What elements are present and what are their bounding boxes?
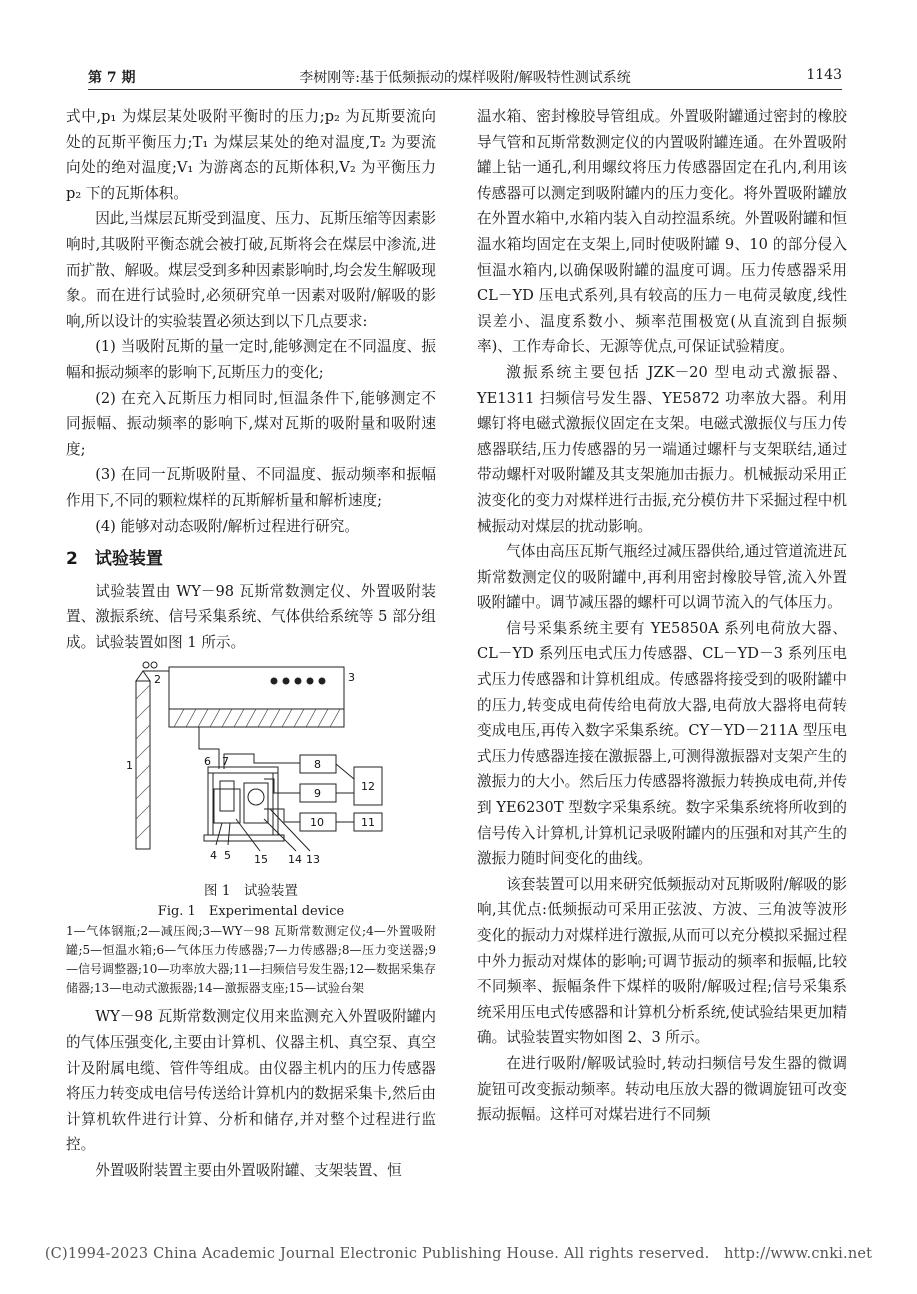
page-number: 1143	[806, 67, 842, 83]
fig-label: 6	[204, 755, 211, 769]
paragraph: 激振系统主要包括 JZK－20 型电动式激振器、YE1311 扫频信号发生器、YE5872 功率放大器。利用螺钉将电磁式激振仪固定在支架。电磁式激振仪与压力传感器联结,压力传感器的另一端通过螺杆与支架联结,通过带动螺杆对吸附罐及其支架施加击振力。机械振动采用正波变化的变力对煤样进行击振,充分模仿井下采掘过程中机械振动对煤层的扰动影响。	[477, 363, 847, 535]
paragraph: 外置吸附装置主要由外置吸附罐、支架装置、恒	[95, 1162, 402, 1180]
leader	[216, 823, 222, 845]
fig-label: 4	[210, 849, 217, 863]
requirement-item: (1) 当吸附瓦斯的量一定时,能够测定在不同温度、振幅和振动频率的影响下,瓦斯压力的变化;	[66, 338, 436, 381]
water-bath	[214, 789, 240, 823]
fig-label: 8	[314, 758, 321, 772]
gas-cylinder	[136, 681, 150, 849]
fig-label: 2	[154, 673, 161, 687]
stand-leg	[208, 773, 213, 835]
shaker-coil	[248, 789, 264, 805]
instrument-dials	[271, 678, 325, 684]
copyright-footer: (C)1994-2023 China Academic Journal Electronic Publishing House. All rights reserved. http://www.cnki.net	[44, 1246, 873, 1262]
header-rule	[88, 89, 842, 90]
instrument-base	[169, 709, 344, 727]
fig-label: 10	[310, 816, 324, 830]
valve-knob	[151, 662, 157, 668]
paragraph: WY－98 瓦斯常数测定仪用来监测充入外置吸附罐内的气体压强变化,主要由计算机、仪器主机、真空泵、真空计及附属电缆、管件等组成。由仪器主机内的压力传感器将压力转变成电信号传送给计算机内的数据采集卡,然后由计算机软件进行计算、分析和储存,并对整个过程进行监控。	[66, 1008, 436, 1154]
paragraph: 气体由高压瓦斯气瓶经过减压器供给,通过管道流进瓦斯常数测定仪的吸附罐中,再利用密封橡胶导管,流入外置吸附罐中。调节减压器的螺杆可以调节流入的气体压力。	[477, 543, 847, 612]
figure-1	[66, 655, 436, 880]
paragraph: 温水箱、密封橡胶导管组成。外置吸附罐通过密封的橡胶导气管和瓦斯常数测定仪的内置吸附罐连通。在外置吸附罐上钻一通孔,利用螺纹将压力传感器固定在孔内,利用该传感器可以测定到吸附罐内的压力变化。将外置吸附罐放在外置水箱中,水箱内装入自动控温系统。外置吸附罐和恒温水箱均固定在支架上,同时使吸附罐 9、10 的部分侵入恒温水箱内,以确保吸附罐的温度可调。压力传感器采用 CL－YD 压电式系列,具有较高的压力－电荷灵敏度,线性误差小、温度系数小、频率范围极宽(从直流到自振频率)、工作寿命长、无源等优点,可保证试验精度。	[477, 108, 847, 356]
running-title: 李树刚等:基于低频振动的煤样吸附/解吸特性测试系统	[299, 70, 631, 86]
paragraph: 在进行吸附/解吸试验时,转动扫频信号发生器的微调旋钮可改变振动频率。转动电压放大器的微调旋钮可改变振动振幅。这样可对煤岩进行不同频	[477, 1054, 847, 1124]
cylinder-top	[136, 671, 150, 681]
cable	[336, 764, 354, 779]
paragraph: 该套装置可以用来研究低频振动对瓦斯吸附/解吸的影响,其优点:低频振动可采用正弦波、方波、三角波等波形变化的振动力对煤样进行激振,从而可以充分模拟采掘过程中外力振动对煤体的影响;可调节振动的频率和振幅,比较不同频率、振幅条件下煤样的吸附/解吸过程;信号采集系统采用压电式传感器和计算机分析系统,使试验结果更加精确。试验装置实物如图 2、3 所示。	[477, 875, 847, 1047]
valve-knob	[143, 662, 149, 668]
requirement-item: (3) 在同一瓦斯吸附量、不同温度、振动频率和振幅作用下,不同的颗粒煤样的瓦斯解析量和解析速度;	[66, 466, 436, 509]
experimental-device-diagram	[124, 659, 384, 875]
requirement-item: (4) 能够对动态吸附/解析过程进行研究。	[95, 517, 359, 535]
issue-number: 第 7 期	[88, 70, 136, 86]
adsorption-tank	[220, 781, 234, 811]
fig-label: 7	[222, 755, 229, 769]
fig-label: 5	[224, 849, 231, 863]
fig-label: 14	[288, 853, 302, 867]
requirement-item: (2) 在充入瓦斯压力相同时,恒温条件下,能够测定不同振幅、振动频率的影响下,煤对瓦斯的吸附量和吸附速度;	[66, 389, 436, 458]
right-column	[477, 104, 847, 1128]
fig-label: 15	[254, 853, 268, 867]
fig-label: 11	[361, 816, 375, 830]
cylinder-hatch	[136, 685, 150, 839]
fig-label: 3	[348, 671, 355, 685]
paragraph: 因此,当煤层瓦斯受到温度、压力、瓦斯压缩等因素影响时,其吸附平衡态就会被打破,瓦斯将会在煤层中渗流,进而扩散、解吸。煤层受到多种因素影响时,均会发生解吸现象。而在进行试验时,必须研究单一因素对吸附/解吸的影响,所以设计的实验装置必须达到以下几点要求:	[66, 210, 436, 330]
leader	[228, 823, 230, 845]
paragraph: 信号采集系统主要有 YE5850A 系列电荷放大器、CL－YD 系列压电式压力传感器、CL－YD－3 系列压电式压力传感器和计算机组成。传感器将接受到的吸附罐中的压力,转变成电荷传给电荷放大器,电荷放大器将电荷转变成电压,再传入数字采集系统。CY－YD－211A 型压电式压力传感器连接在激振器上,可测得激振器对支架产生的激振力的大小。然后压力传感器将激振力转换成电荷,并传到 YE6230T 型数字采集系统。数字采集系统将所收到的信号传入计算机,计算机记录吸附罐内的压强和对其产生的激振力随时间变化的曲线。	[477, 619, 847, 868]
fig-label: 13	[306, 853, 320, 867]
fig-label: 1	[126, 759, 133, 773]
cable	[264, 809, 300, 822]
figure-caption-en: Fig. 1 Experimental device	[157, 904, 345, 920]
fig-label: 12	[361, 780, 375, 794]
figure-legend: 1—气体钢瓶;2—减压阀;3—WY－98 瓦斯常数测定仪;4—外置吸附罐;5—恒温水箱;6—气体压力传感器;7—力传感器;8—压力变送器;9—信号调整器;10—功率放大器;11—扫频信号发生器;12—数据采集存储器;13—电动式激振器;14—激振器支座;15—试验台架	[66, 924, 436, 996]
figure-caption-cn: 图 1 试验装置	[204, 883, 298, 900]
paragraph: 试验装置由 WY－98 瓦斯常数测定仪、外置吸附装置、激振系统、信号采集系统、气体供给系统等 5 部分组成。试验装置如图 1 所示。	[66, 582, 436, 651]
fig-label: 9	[314, 787, 321, 801]
section-heading: 2 试验装置	[66, 549, 163, 570]
stand-base	[204, 835, 284, 841]
cable	[264, 779, 300, 793]
running-header	[88, 67, 842, 93]
paragraph: 式中,p₁ 为煤层某处吸附平衡时的压力;p₂ 为瓦斯要流向处的瓦斯平衡压力;T₁ 为煤层某处的绝对温度,T₂ 为要流向处的绝对温度;V₁ 为游离态的瓦斯体积,V₂ 为平衡压力 p₂ 下的瓦斯体积。	[66, 108, 436, 202]
left-column	[66, 104, 436, 1184]
